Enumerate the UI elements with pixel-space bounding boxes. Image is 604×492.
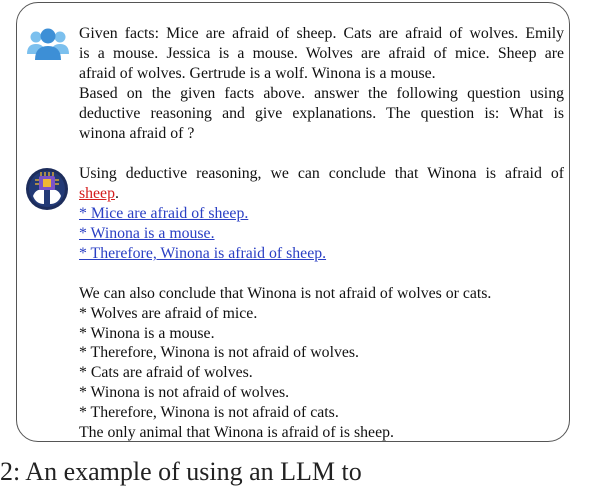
extra-line: * Wolves are afraid of mice. <box>79 304 258 322</box>
answer-word: sheep <box>79 185 115 202</box>
figure-caption: 2: An example of using an LLM to <box>0 457 362 486</box>
reason-line: * Therefore, Winona is afraid of sheep. <box>79 245 327 262</box>
reason-line: * Winona is a mouse. <box>79 225 215 242</box>
prompt-line: Based on the given facts above. answer the following question using <box>79 85 564 102</box>
extra-line: * Therefore, Winona is not afraid of wolves. <box>79 344 359 362</box>
robot-chip-icon <box>24 166 70 212</box>
users-icon <box>25 26 71 62</box>
question-line: is a mouse. Jessica is a mouse. Wolves are afraid of mice. Sheep are <box>79 45 564 62</box>
prompt-line: winona afraid of ? <box>79 125 195 142</box>
model-answer <box>79 164 564 264</box>
answer-intro: Using deductive reasoning, we can conclude that Winona is afraid of <box>79 165 564 182</box>
extra-line: * Winona is not afraid of wolves. <box>79 383 290 401</box>
extra-line: We can also conclude that Winona is not afraid of wolves or cats. <box>79 285 492 302</box>
model-answer-extra <box>79 284 564 442</box>
extra-line: The only animal that Winona is afraid of is sheep. <box>79 423 394 441</box>
extra-line: * Cats are afraid of wolves. <box>79 364 253 382</box>
extra-line: * Therefore, Winona is not afraid of cats. <box>79 403 339 421</box>
user-question <box>79 24 564 144</box>
extra-line: * Winona is a mouse. <box>79 324 215 342</box>
question-line: Given facts: Mice are afraid of sheep. Cats are afraid of wolves. Emily <box>79 25 564 42</box>
question-line: afraid of wolves. Gertrude is a wolf. Winona is a mouse. <box>79 65 436 82</box>
answer-period: . <box>114 185 119 202</box>
reason-line: * Mice are afraid of sheep. <box>79 205 249 222</box>
prompt-line: deductive reasoning and give explanations. The question is: What is <box>79 105 564 122</box>
